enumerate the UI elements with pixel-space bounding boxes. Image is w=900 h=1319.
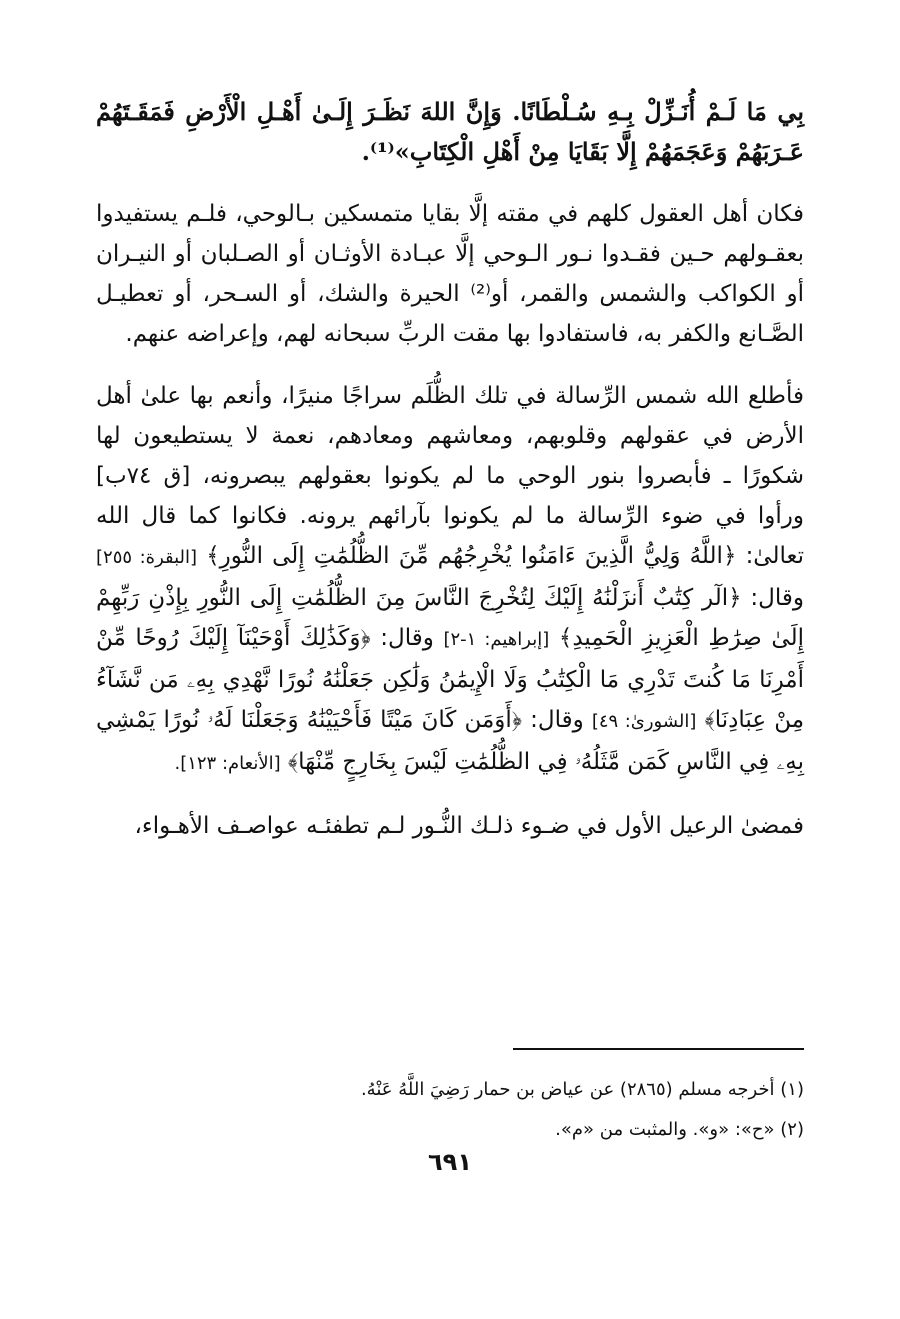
footnotes xyxy=(96,1070,804,1150)
page-body xyxy=(96,92,804,868)
footnote-1: (١) أخرجه مسلم (٢٨٦٥) عن عياض بن حمار رَضِيَ اللَّهُ عَنْهُ. xyxy=(360,1079,804,1100)
paragraph-intro: فأطلع الله شمس الرِّسالة في تلك الظُّلَم سراجًا منيرًا، وأنعم بها علىٰ أهل الأرض في عقولهم وقلوبهم، ومعاشهم ومعادهم، نعمة لا يستطيعون لها شكورًا ـ فأبصروا بنور الوحي ما لم يكونوا بعقولهم يبصرونه، [ق ٧٤ب] ورأوا في ضوء الرِّسالة ما لم يكونوا بآرائهم يرونه. فكانوا كما قال الله تعالىٰ: xyxy=(96,383,804,569)
said-connector: وقال: xyxy=(750,585,804,611)
quran-verse-anam: ﴿أَوَمَن كَانَ مَيْتًا فَأَحْيَيْنَٰهُ وَجَعَلْنَا لَهُۥ نُورًا يَمْشِي بِهِۦ فِي النَّاسِ كَمَن مَّثَلُهُۥ فِي الظُّلُمَٰتِ لَيْسَ بِخَارِجٍ مِّنْهَا﴾ xyxy=(96,707,804,775)
paragraph-sun-of-message xyxy=(96,376,804,784)
reference-shura: [الشورىٰ: ٤٩] xyxy=(591,711,697,732)
reference-baqara: [البقرة: ٢٥٥] xyxy=(96,547,198,568)
paragraph-first-generation: فمضىٰ الرعيل الأول في ضـوء ذلـك النُّـور لـم تطفئـه عواصـف الأهـواء، xyxy=(134,813,804,839)
said-connector: وقال: xyxy=(380,625,434,651)
page-number: ٦٩١ xyxy=(428,1148,472,1176)
quran-verse-shura: ﴿وَكَذَٰلِكَ أَوْحَيْنَآ إِلَيْكَ رُوحًا مِّنْ أَمْرِنَا مَا كُنتَ تَدْرِي مَا الْكِتَٰبُ وَلَا الْإِيمَٰنُ وَلَٰكِن جَعَلْنَٰهُ نُورًا نَّهْدِي بِهِۦ مَن نَّشَآءُ مِنْ عِبَادِنَا﴾ xyxy=(96,625,805,733)
footnote-divider xyxy=(513,1048,804,1050)
said-connector: وقال: xyxy=(530,707,584,733)
hadith-quote-continuation: بِي مَا لَـمْ أُنَـزِّلْ بِـهِ سُـلْطَانًا. وَإِنَّ اللهَ نَظَـرَ إِلَـىٰ أَهْـلِ الْأَرْضِ فَمَقَـتَهُمْ عَـرَبَهُمْ وَعَجَمَهُمْ إِلَّا بَقَايَا مِنْ أَهْلِ الْكِتَابِ»⁽¹⁾. xyxy=(96,97,804,166)
quran-verse-ibrahim: ﴿الٓر كِتَٰبٌ أَنزَلْنَٰهُ إِلَيْكَ لِتُخْرِجَ النَّاسَ مِنَ الظُّلُمَٰتِ إِلَى النُّورِ بِإِذْنِ رَبِّهِمْ إِلَىٰ صِرَٰطِ الْعَزِيزِ الْحَمِيدِ﴾ xyxy=(96,585,804,651)
paragraph-people-of-intellect: فكان أهل العقول كلهم في مقته إلَّا بقايا متمسكين بـالوحي، فلـم يستفيدوا بعقـولهم حـين فقـدوا نـور الـوحي إلَّا عبـادة الأوثـان أو الصـلبان أو النيـران أو الكواكب والشمس والقمر، أو⁽²⁾ الحيرة والشك، أو السـحر، أو تعطيـل الصَّـانع والكفر به، فاستفادوا بها مقت الربِّ سبحانه لهم، وإعراضه عنهم. xyxy=(96,201,804,347)
footnote-2: (٢) «ح»: «و». والمثبت من «م». xyxy=(555,1119,804,1140)
reference-anam: [الأنعام: ١٢٣]. xyxy=(174,753,281,774)
quran-verse-baqara: ﴿اللَّهُ وَلِيُّ الَّذِينَ ءَامَنُوا يُخْرِجُهُم مِّنَ الظُّلُمَٰتِ إِلَى النُّورِ﴾ xyxy=(206,543,737,569)
reference-ibrahim: [إبراهيم: ١-٢] xyxy=(443,629,550,650)
